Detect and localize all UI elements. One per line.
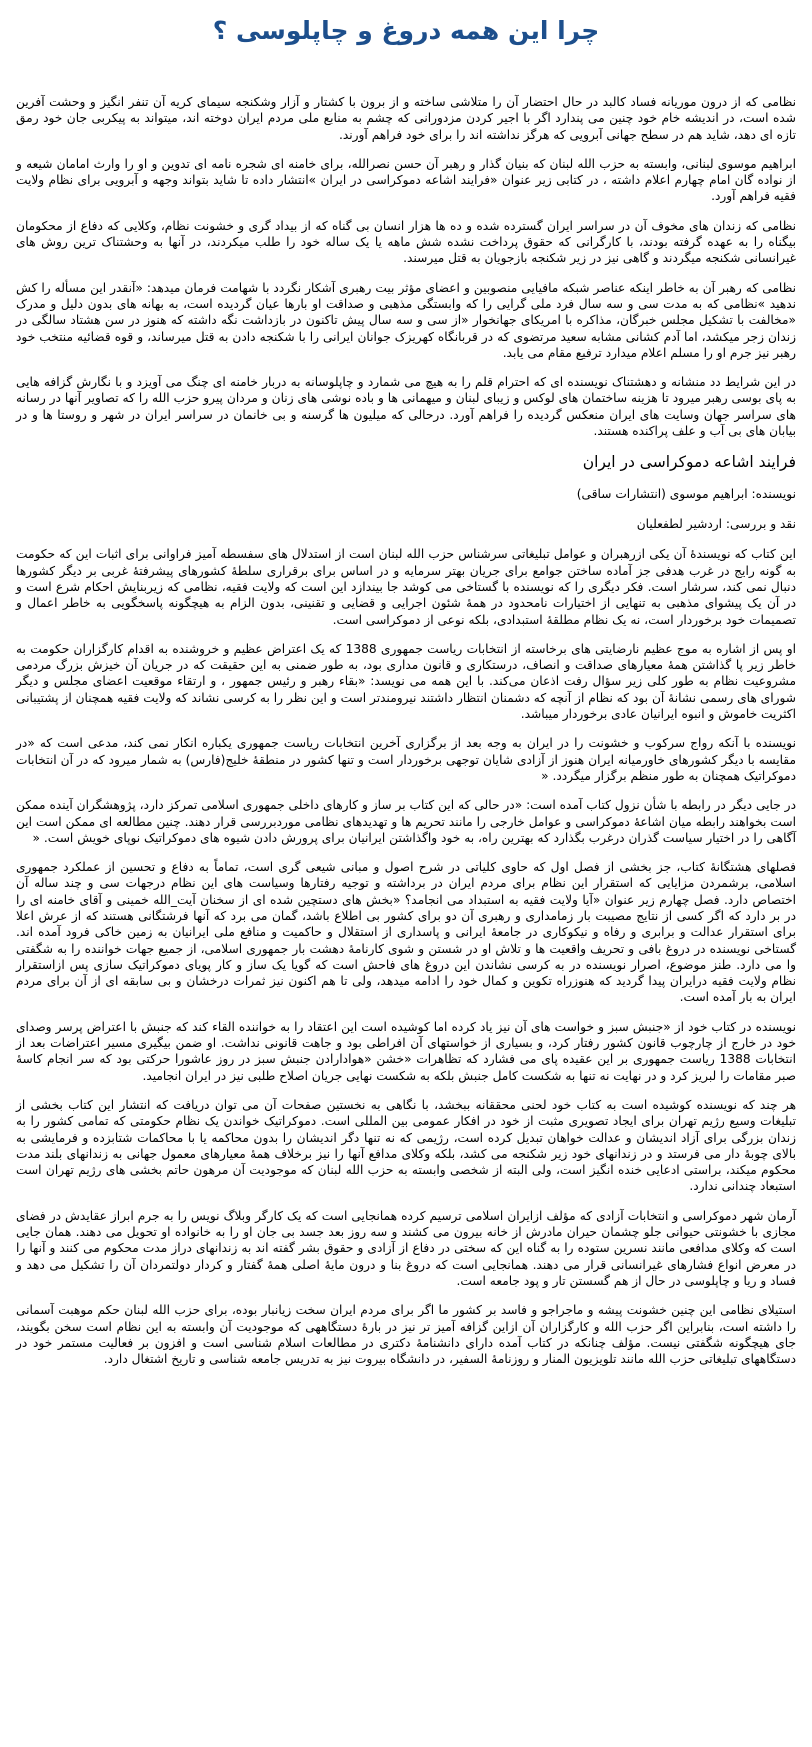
review-paragraph: آرمان شهر دموکراسی و انتخابات آزادی که مؤلف ازایران اسلامی ترسیم کرده همانجایی است که یک کارگر وبلاگ نویس را به جرم ابراز عقایدش در فضای مجازی با خشونتی حیوانی جلو چشمان حیران مادرش از خانه بیرون می کشند و سه روز بعد جسد بی جان او را به خانواده او تحویل می دهند. همان جایی است که وکلای مدافعی مانند نسرین ستوده را به گناه این که سختی در دفاع از آزادی و حقوق بشر گفته اند به زندانهای دراز مدت محکوم می کنند و آنها را در معرض انواع فشارهای غیرانسانی قرار می دهند. همانجایی است که دروغ بنا و درون مایهٔ اصلی همهٔ گفتار و کردار دولتمردان آن را تشکیل می دهد و فساد و ریا و چاپلوسی در حال از هم گسستن تار و پود جامعه است. — [16, 1208, 796, 1288]
review-paragraph: نویسنده در کتاب خود از «جنبش سبز و خواست های آن نیز یاد کرده اما کوشیده است این اعتقاد را به خواننده القاء کند که جنبش با اعتراض پرسر وصدای خود در خارج از چارچوب قانون کشور رفتار کرد، و بسیاری از خواستهای آن افراطی بود و جاهت قانونی نداشت. او ضمن بیگیری مسیر اعتراضات بعد از انتخابات 1388 ریاست جمهوری بر این عقیده پای می فشارد که تظاهرات «خشن «هوادارادن جنبش سبز در روز عاشورا حرکتی بود که سر انجام کاسهٔ صبر مقامات را لبریز کرد و در نهایت نه تنها به شکست کامل جنبش بلکه به شکست نهایی جریان اصلاح طلبی نیز در ایران انجامید. — [16, 1019, 796, 1083]
article-paragraph: نظامی که زندان های مخوف آن در سراسر ایران گسترده شده و ده ها هزار انسان بی گناه که از بیداد گری و خشونت نظام، وکلایی که دفاع از محکومان بیگناه را به عهده گرفته بودند، با کارگرانی که حقوق پرداخت نشده شش ماهه یا یک ساله خود را طلب میکردند، در آنها به وحشتناک ترین روش های غیرانسانی شکنجه میگردند و گاهی نیز در زیر شکنجه بازجویان به قتل میرسند. — [16, 218, 796, 266]
review-paragraph: هر چند که نویسنده کوشیده است به کتاب خود لحنی محققانه ببخشد، با نگاهی به نخستین صفحات آن می توان دریافت که انتشار این کتاب بخشی از تبلیغات وسیع رژیم تهران برای ایجاد تصویری مثبت از خود در افکار عمومی بین المللی است. دموکراتیک خواندن یک نظام حکومتی که تمامی کشور را به زندان بزرگی برای آزاد اندیشان و عدالت خواهان تبدیل کرده است، رژیمی که نه تنها دگر اندیشان را بدون محاکمه یا با محاکمات شتابزده و فرمایشی به بالای چوبهٔ دار می فرستد و در زندانهای خود زیر شکنجه می کشد، بلکه وکلای مدافع آنها را نیز برخلاف همهٔ معیارهای معمول جهانی به زندانهای بلند مدت محکوم میکند، براستی ادعایی خنده انگیز است، ولی البته از شخصی وابسته به حزب الله لبنان که موجودیت آن مرهون حاتم بخشی های رژیم تهران است استبعاد چندانی ندارد. — [16, 1097, 796, 1194]
article-paragraph: ابراهیم موسوی لبنانی، وابسته به حزب الله لبنان که بنیان گذار و رهبر آن حسن نصرالله، برای خامنه ای شجره نامه ای تدوین و او را وارث امامان شیعه و از نواده گان امام چهارم اعلام داشته ، در کتابی زیر عنوان «فرایند اشاعه دموکراسی در ایران »انتشار داده تا شاید بتواند وجهه و آبرویی برای نظام ولایت فقیه فراهم آورد. — [16, 156, 796, 204]
review-paragraph: استیلای نظامی این چنین خشونت پیشه و ماجراجو و فاسد بر کشور ما اگر برای مردم ایران سخت زیانبار بوده، برای حزب الله لبنان حکم موهبت آسمانی را داشته است، بنابراین اگر حزب الله و کارگزاران آن ازاین گزافه آمیز تر نیز در بارهٔ دستگاههی که موجودیت آن وابسته به این نظام است سخن بگویند، جای هیچگونه شگفتی نیست. مؤلف چنانکه در کتاب آمده دارای دانشنامهٔ دکتری در مطالعات اسلام شناسی است و افزون بر فعالیت مستمر خود در دستگاههای تبلیغاتی حزب الله مانند تلویزیون المنار و روزنامهٔ السفیر، در دانشگاه بیروت نیز به تدریس جامعه شناسی و تاریخ اشتغال دارد. — [16, 1303, 796, 1367]
review-paragraph: نویسنده با آنکه رواج سرکوب و خشونت را در ایران به وجه بعد از برگزاری آخرین انتخابات ریاست جمهوری یکباره انکار نمی کند، مدعی است که «در مقایسه با دیگر کشورهای خاورمیانه ایران هنوز از آزادی شایان توجهی برخوردار است و تنها کشور در منطقهٔ خلیج(فارس) به شمار میرود که در آن انتخابات دموکراتیک همچنان به طور منظم برگزار میگردد. « — [16, 736, 796, 783]
review-paragraph: فصلهای هشتگانهٔ کتاب، جز بخشی از فصل اول که حاوی کلیاتی در شرح اصول و مبانی شیعی گری است، تماماً به دفاع و تحسین از عملکرد جمهوری اسلامی، برشمردن مزایایی که استقرار این نظام برای مردم ایران در برداشته و توجیه رفتارها وسیاست های این نظام درجهات سی و چند ساله آن اختصاص دارد. فصل چهارم زیر عنوان «آیا ولایت فقیه به استبداد می انجامد؟ «بخش های دستچین شده ای از سخنان آیت_الله خمینی و آقای خامنه ای را در بر دارد که اگر کسی از نتایج مصیبت بار زمامداری و رهبری آن دو برای کشور بی اطلاع باشد، گمان می برد که آنها فرشتگانی هستند که از عرش اعلا برای استقرار عدالت و برابری و رفاه و نیکوکاری در جامعهٔ ایرانی و پاسداری از استقلال و حاکمیت و منافع ملی ایرانیان به زمین خاکی فرود آمده اند. گستاخی نویسنده در دروغ بافی و تحریف واقعیت ها و تلاش او در شستن و شوی کارنامهٔ دهشت بار جمهوری اسلامی، از جمیع جهات خواننده را به شگفتی وا می دارد. طنز موضوع، اصرار نویسنده در به کرسی نشاندن این دروغ های فاحش است که گویا یک ساز و کار پویای دموکراتیک سازی پس ازاستقرار نظام ولایت فقیه درایران پیدا گردید که هنوزراه تکوین و کمال خود را ادامه میدهد، ولی تا هم اکنون نیز ثمرات درخشان و بی سابقه ای از آن برای مردم ایران به بار آمده است. — [16, 860, 796, 1005]
review-paragraph: این کتاب که نویسندهٔ آن یکی ازرهبران و عوامل تبلیغاتی سرشناس حزب الله لبنان است از استدلال های سفسطه آمیز فراوانی برای اثبات این که حکومت به گونه رایج در غرب هدفی جز آماده ساختن جوامع برای جریان بهتر سرمایه و در اساس برای برقراری سلطهٔ کشورهای پیشرفتهٔ غربی بر دیگر کشورها دنبال نمی کند، سرشار است. فکر دیگری را که نویسنده با گستاخی می کوشد جا بیندازد این است که ولایت فقیه، نظامی که زیربنایش احکام شرع است و در آن یک پیشوای مذهبی به تنهایی از اختیارات نامحدود در همهٔ شئون اجرایی و قضایی و تقنینی، بدون الزام به هیچگونه پاسخگویی به خاطر اعمال و تصمیمات خود برخوردار است، نه یک نظام مطلقهٔ استبدادی، بلکه نوعی از دموکراسی است. — [16, 547, 796, 627]
book-heading: فرایند اشاعه دموکراسی در ایران — [582, 453, 796, 472]
article-paragraph: نظامی که از درون موریانه فساد کالبد در حال احتضار آن را متلاشی ساخته و از برون با کشتار و آزار وشکنجه سیمای کریه آن تنفر انگیز و وحشت آفرین شده است، در اندیشه خام خود چنین می پندارد اگر با اجیر کردن مزدورانی که چشم به منابع ملی مردم ایران دوخته اند، میتواند به پیکربی جان خود رمق تازه ای دهد، شاید هم در سطح جهانی آبرویی که هرگز نداشته اند را برای خود فراهم آورند. — [16, 95, 796, 142]
author-line: نویسنده: ابراهیم موسوی (انتشارات ساقی) — [576, 487, 796, 502]
review-paragraph: در جایی دیگر در رابطه با شأن نزول کتاب آمده است: «در حالی که این کتاب بر ساز و کارهای داخلی جمهوری اسلامی تمرکز دارد، پژوهشگران آینده ممکن است بخواهند رابطه میان اشاعهٔ دموکراسی و عوامل خارجی را مانند تحریم ها و تهدیدهای نظامی موردبررسی قرار دهند. چنین مطالعه ای ممکن است این آگاهی را در اختیار سیاست گذران درغرب بگذارد که بهترین راه، به خود واگذاشتن ایرانیان برای پرورش دادن شیوه های دموکراتیک نوپای خویش است. « — [16, 798, 796, 845]
article-paragraph: نظامی که رهبر آن به خاطر اینکه عناصر شبکه مافیایی منصوبین و اعضای مؤثر بیت رهبری آشکار نگردد با شهامت فرمان میدهد: «آنقدر این مسأله را کش ندهید »نظامی که به مدت سی و سه سال فرد ملی گرایی را که وابستگی مذهبی و صداقت او بارها عیان گردیده است، به بهانه های بدون دلیل و مدرک «مخالفت با تشکیل مجلس خبرگان، مذاکره با امریکای جهانخوار «از سی و سه سال پیش تاکنون در بازداشت نگه داشته که هنوز در سن هشتاد سالگی در زندان زجر میکشد، اما آدم کشانی مشابه سعید مرتضوی که در قربانگاه کهریزک جوانان ایرانی را با شکنجه دادن به قتل میرساند، و قوه قضائیه منتخب خود رهبر نیز جرم او را مسلم اعلام میدارد ترفیع مقام می یابد. — [16, 280, 796, 360]
article-paragraph: در این شرایط دد منشانه و دهشتناک نویسنده ای که احترام قلم را به هیچ می شمارد و چاپلوسانه به دربار خامنه ای چنگ می آویزد و با نگارش گزافه هایی به پای بوسی رهبر میرود تا هزینه ساختمان های لوکس و زیبای لبنان و میهمانی ها و باده نوشی های زنان و مردان پیرو حزب الله را که تصاویر آنها در رسانه های سراسر جهان وسایت های ایران منعکس گردیده را فراهم آورد. درحالی که میلیون ها گرسنه و بی خانمان در سراسر ایران در شهر و روستا ها و در بیابان های بی آب و علف پراکنده هستند. — [16, 375, 796, 439]
review-paragraph: او پس از اشاره به موج عظیم نارضایتی های برخاسته از انتخابات ریاست جمهوری 1388 که یک اعتراض عظیم و خروشنده به اقدام کارگزاران حکومت به خاطر زیر پا گذاشتن همهٔ معیارهای صداقت و انصاف، درستکاری و قانون مداری بود، به طور ضمنی به این حقیقت که در جریان آن خیزش بزرگ مردمی مشروعیت نظام به طور کلی زیر سؤال رفت اذعان می‌کند. با این همه می نویسد: «بقاء رهبر و رئیس جمهور ، و ارتقاء موقعیت اعضای مجلس و دیگر شورای های رسمی نشانهٔ آن بود که نظام از آنچه که دشمنان انتظار داشتند نیرومندتر است و این نظر را به کرسی نشاند که ولایت فقیه همچنان از پشتیبانی اکثریت خاموش و انبوه ایرانیان عادی برخوردار میباشد. — [16, 641, 796, 722]
critic-line: نقد و بررسی: اردشیر لطفعلیان — [636, 517, 796, 532]
review-section — [16, 546, 796, 1367]
intro-section — [16, 94, 796, 439]
page-title: چرا این همه دروغ و چاپلوسی ؟ — [212, 16, 600, 45]
